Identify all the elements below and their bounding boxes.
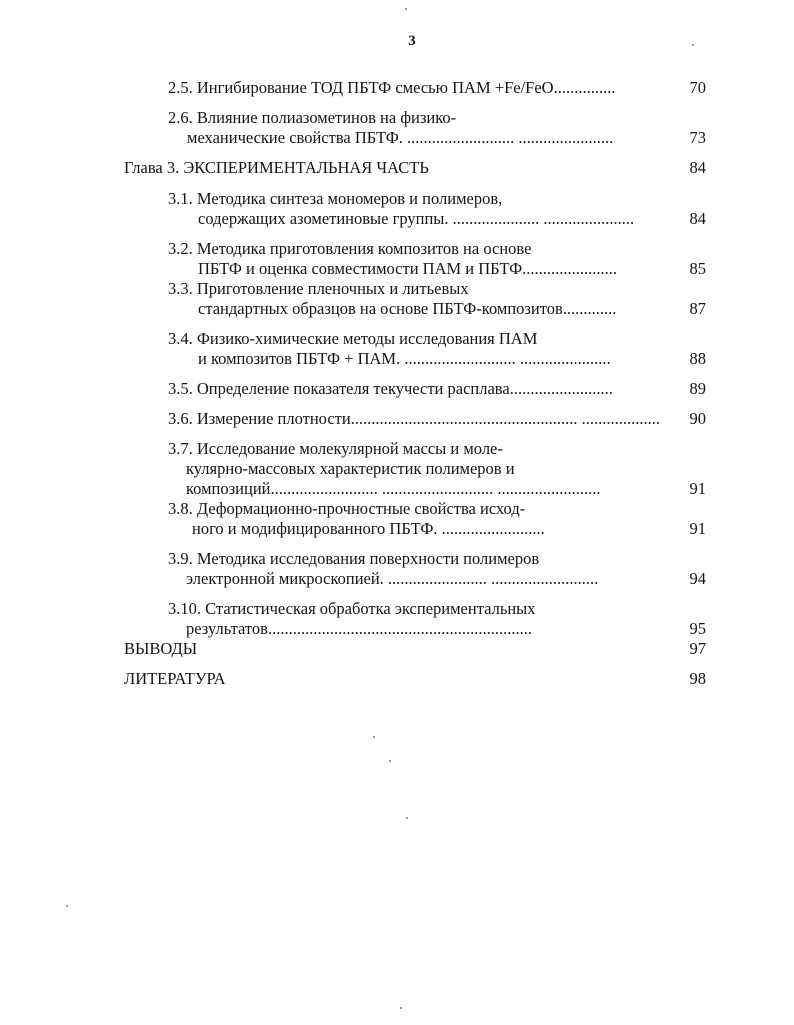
toc-entry-3-8-line-2: ного и модифицированного ПБТФ. ......................... — [192, 519, 545, 538]
toc-entry-3-1-page: 84 — [689, 209, 706, 228]
scan-speck — [405, 8, 407, 10]
page-number: 3 — [408, 33, 416, 49]
toc-entry-3-9-line-1: 3.9. Методика исследования поверхности полимеров — [168, 549, 540, 568]
toc-entry-3-2-line-1: 3.2. Методика приготовления композитов на основе — [168, 239, 532, 258]
toc-entry-3-7-line-1: 3.7. Исследование молекулярной массы и моле- — [168, 439, 503, 458]
toc-literature-page: 98 — [689, 669, 706, 688]
toc-entry-2-6-line-2: механические свойства ПБТФ. .......................... ....................... — [187, 128, 614, 147]
toc-entry-3-2-page: 85 — [689, 259, 706, 278]
scan-speck — [373, 736, 375, 738]
toc-entry-3-8-page: 91 — [689, 519, 706, 538]
toc-entry-3-9-page: 94 — [689, 569, 706, 588]
toc-chapter-3-page: 84 — [689, 158, 706, 177]
toc-literature: ЛИТЕРАТУРА — [124, 669, 226, 688]
scan-speck — [66, 905, 68, 907]
toc-entry-3-7-page: 91 — [689, 479, 706, 498]
toc-conclusions: ВЫВОДЫ — [124, 639, 198, 658]
toc-entry-3-4-line-1: 3.4. Физико-химические методы исследования ПАМ — [168, 329, 538, 348]
toc-entry-3-8-line-1: 3.8. Деформационно-прочностные свойства исход- — [168, 499, 526, 518]
toc-entry-2-6-line-1: 2.6. Влияние полиазометинов на физико- — [168, 108, 457, 127]
toc-entry-3-3-line-1: 3.3. Приготовление пленочных и литьевых — [168, 279, 469, 298]
toc-entry-3-1-line-1: 3.1. Методика синтеза мономеров и полимеров, — [168, 189, 503, 208]
toc-entry-3-10-line-2: результатов................................................................ — [186, 619, 532, 638]
toc-entry-3-7-line-3: композиций.......................... ........................... ......................... — [186, 479, 601, 498]
scan-speck — [692, 44, 694, 46]
toc-entry-2-5-page: 70 — [689, 78, 706, 97]
toc-entry-3-10-page: 95 — [689, 619, 706, 638]
toc-chapter-3: Глава 3. ЭКСПЕРИМЕНТАЛЬНАЯ ЧАСТЬ — [124, 158, 429, 177]
toc-entry-3-4-line-2: и композитов ПБТФ + ПАМ. ........................... ...................... — [198, 349, 611, 368]
toc-entry-3-9-line-2: электронной микроскопией. ........................ .......................... — [186, 569, 599, 588]
toc-entry-3-2-line-2: ПБТФ и оценка совместимости ПАМ и ПБТФ....................... — [198, 259, 618, 278]
toc-entry-2-5-line-1: 2.5. Ингибирование ТОД ПБТФ смесью ПАМ +Fe/FeO............... — [168, 78, 616, 97]
scan-speck — [406, 817, 408, 819]
toc-entry-2-6-page: 73 — [689, 128, 706, 147]
toc-entry-3-3-page: 87 — [689, 299, 706, 318]
toc-conclusions-page: 97 — [689, 639, 706, 658]
scan-speck — [400, 1007, 402, 1009]
scan-speck — [389, 760, 391, 762]
toc-entry-3-6-page: 90 — [689, 409, 706, 428]
toc-entry-3-6-line-1: 3.6. Измерение плотности....................................................... ................... — [168, 409, 661, 428]
toc-entry-3-10-line-1: 3.10. Статистическая обработка экспериментальных — [168, 599, 536, 618]
toc-entry-3-7-line-2: кулярно-массовых характеристик полимеров и — [186, 459, 515, 478]
toc-entry-3-5-page: 89 — [689, 379, 706, 398]
toc-entry-3-3-line-2: стандартных образцов на основе ПБТФ-композитов............. — [198, 299, 617, 318]
toc-entry-3-5-line-1: 3.5. Определение показателя текучести расплава......................... — [168, 379, 613, 398]
toc-entry-3-1-line-2: содержащих азометиновые группы. ..................... ...................... — [198, 209, 635, 228]
toc-entry-3-4-page: 88 — [689, 349, 706, 368]
